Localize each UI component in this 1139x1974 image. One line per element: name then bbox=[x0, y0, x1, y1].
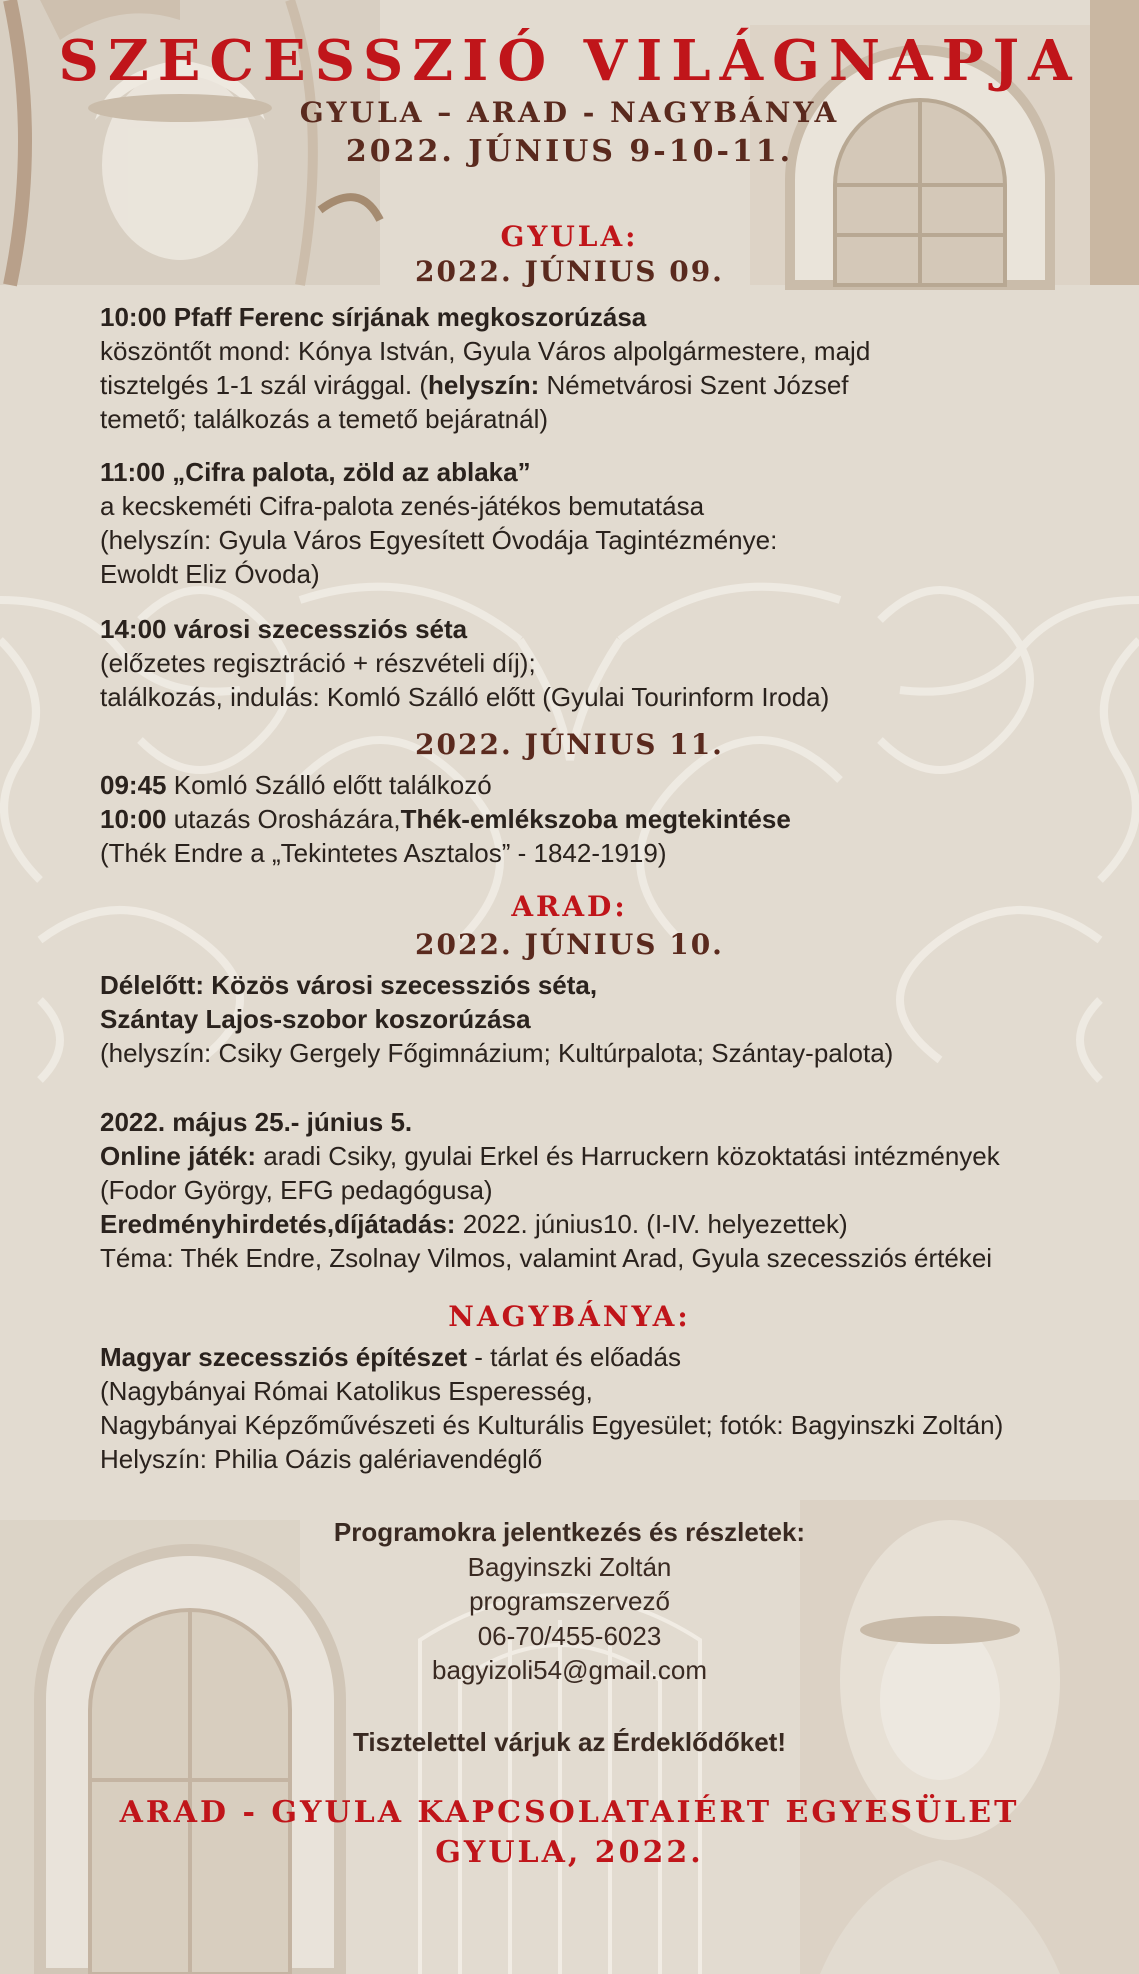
event-line: 09:45 Komló Szálló előtt találkozó bbox=[100, 770, 492, 800]
event-line: Helyszín: Philia Oázis galériavendéglő bbox=[100, 1444, 543, 1474]
event-title: Szántay Lajos-szobor koszorúzása bbox=[100, 1004, 531, 1034]
event-line: (helyszín: Csiky Gergely Főgimnázium; Kultúrpalota; Szántay-palota) bbox=[100, 1038, 894, 1068]
event-line: Ewoldt Eliz Óvoda) bbox=[100, 559, 320, 589]
poster-subtitle: GYULA – ARAD - NAGYBÁNYA bbox=[299, 96, 840, 129]
contact-phone: 06-70/455-6023 bbox=[477, 1620, 662, 1651]
event-line: (Thék Endre a „Tekintetes Asztalos” - 1842-1919) bbox=[100, 838, 667, 868]
gyula-event-oroshaza bbox=[100, 768, 1110, 870]
nagybanya-heading: NAGYBÁNYA: bbox=[448, 1300, 691, 1333]
event-line: Online játék: aradi Csiky, gyulai Erkel és Harruckern közoktatási intézmények bbox=[100, 1141, 1000, 1171]
gyula-date-1: 2022. JÚNIUS 09. bbox=[415, 255, 724, 288]
event-line: tisztelgés 1-1 szál virággal. (helyszín: Németvárosi Szent József bbox=[100, 370, 849, 400]
gyula-date-2: 2022. JÚNIUS 11. bbox=[415, 728, 724, 761]
footer-org: ARAD - GYULA KAPCSOLATAIÉRT EGYESÜLET bbox=[119, 1795, 1020, 1830]
event-line: Eredményhirdetés,díjátadás: 2022. június10. (I-IV. helyezettek) bbox=[100, 1209, 848, 1239]
event-title: 14:00 városi szecessziós séta bbox=[100, 614, 468, 644]
arad-event-online-game bbox=[100, 1105, 1110, 1275]
gyula-event-walk bbox=[100, 612, 1110, 714]
contact-email[interactable]: bagyizoli54@gmail.com bbox=[432, 1655, 707, 1685]
event-title: 11:00 „Cifra palota, zöld az ablaka” bbox=[100, 457, 531, 487]
poster-dates: 2022. JÚNIUS 9-10-11. bbox=[345, 134, 794, 169]
event-line: találkozás, indulás: Komló Szálló előtt (Gyulai Tourinform Iroda) bbox=[100, 682, 830, 712]
event-title: 10:00 Pfaff Ferenc sírjának megkoszorúzása bbox=[100, 302, 647, 332]
contact-block bbox=[0, 1515, 1139, 1688]
event-line: temető; találkozás a temető bejáratnál) bbox=[100, 404, 549, 434]
contact-heading: Programokra jelentkezés és részletek: bbox=[333, 1517, 806, 1547]
arad-date: 2022. JÚNIUS 10. bbox=[415, 928, 724, 961]
event-line: (Nagybányai Római Katolikus Esperesség, bbox=[100, 1376, 593, 1406]
arad-event-walk bbox=[100, 968, 1110, 1070]
event-line: Téma: Thék Endre, Zsolnay Vilmos, valamint Arad, Gyula szecessziós értékei bbox=[100, 1243, 993, 1273]
gyula-event-cifra-palota bbox=[100, 455, 1110, 591]
event-line: köszöntőt mond: Kónya István, Gyula Város alpolgármestere, majd bbox=[100, 336, 871, 366]
event-line: (helyszín: Gyula Város Egyesített Óvodája Tagintézménye: bbox=[100, 525, 778, 555]
contact-role: programszervező bbox=[469, 1586, 670, 1616]
event-line: (előzetes regisztráció + részvételi díj); bbox=[100, 648, 536, 678]
event-line: (Fodor György, EFG pedagógusa) bbox=[100, 1175, 493, 1205]
greeting: Tisztelettel várjuk az Érdeklődőket! bbox=[353, 1727, 786, 1757]
event-title: 2022. május 25.- június 5. bbox=[100, 1107, 413, 1137]
gyula-event-wreath bbox=[100, 300, 1110, 436]
contact-name: Bagyinszki Zoltán bbox=[467, 1551, 672, 1582]
event-line: 10:00 utazás Orosházára,Thék-emlékszoba megtekintése bbox=[100, 804, 791, 834]
event-line: Nagybányai Képzőművészeti és Kulturális Egyesület; fotók: Bagyinszki Zoltán) bbox=[100, 1410, 1004, 1440]
event-line: Magyar szecessziós építészet - tárlat és előadás bbox=[100, 1342, 681, 1372]
nagybanya-event bbox=[100, 1340, 1110, 1476]
footer-place: GYULA, 2022. bbox=[435, 1835, 704, 1870]
arad-heading: ARAD: bbox=[511, 890, 628, 923]
poster-title: SZECESSZIÓ VILÁGNAPJA bbox=[58, 28, 1081, 94]
event-line: a kecskeméti Cifra-palota zenés-játékos bemutatása bbox=[100, 491, 705, 521]
event-title: Délelőtt: Közös városi szecessziós séta, bbox=[100, 970, 598, 1000]
gyula-heading: GYULA: bbox=[500, 220, 639, 253]
